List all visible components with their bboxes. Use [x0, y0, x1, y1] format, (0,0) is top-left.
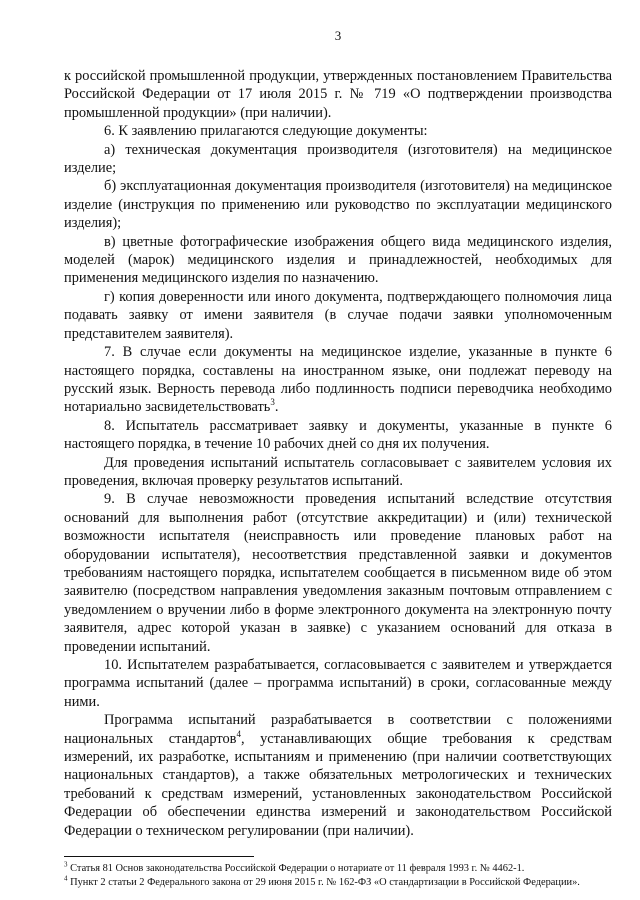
- footnote-4-text: Пункт 2 статьи 2 Федерального закона от 29 июня 2015 г. № 162-ФЗ «О стандартизации в Российской Федерации».: [70, 876, 580, 888]
- paragraph-item-6g: г) копия доверенности или иного документа, подтверждающего полномочия лица подавать заявку от имени заявителя (в случае подачи заявки уполномоченным представителем заявителя).: [64, 288, 612, 342]
- footnote-ref-4: 4: [236, 728, 241, 739]
- footnote-ref-3: 3: [270, 397, 275, 408]
- paragraph-item-10-cont-start: Программа испытаний разрабатывается в соответствии с положениями национальных стандартов: [64, 712, 612, 747]
- footnote-3-text: Статья 81 Основ законодательства Российской Федерации о нотариате от 11 февраля 1993 г. № 4462-1.: [70, 863, 525, 875]
- page-number: 3: [334, 28, 342, 43]
- paragraph-continuation: к российской промышленной продукции, утвержденных постановлением Правительства Российской Федерации от 17 июля 2015 г. № 719 «О подтверждении производства промышленной продукции» (при наличии).: [64, 68, 612, 121]
- paragraph-item-6v: в) цветные фотографические изображения общего вида медицинского изделия, моделей (марок) медицинского изделия и принадлежностей, необходимых для применения медицинского изделия по назначению.: [64, 233, 612, 287]
- paragraph-item-6b: б) эксплуатационная документация производителя (изготовителя) на медицинское изделие (инструкция по применению или руководство по эксплуатации медицинского изделия);: [64, 178, 612, 232]
- document-body: [64, 67, 612, 840]
- footnote-4: [64, 876, 612, 890]
- paragraph-item-8-cont: Для проведения испытаний испытатель согласовывает с заявителем условия их проведения, включая проверку результатов испытаний.: [64, 454, 612, 489]
- footnote-3-mark: 3: [64, 860, 68, 869]
- paragraph-item-10-cont: [64, 711, 612, 840]
- paragraph-item-8: 8. Испытатель рассматривает заявку и документы, указанные в пункте 6 настоящего порядка, в течение 10 рабочих дней со дня их получения.: [64, 417, 612, 453]
- paragraph-item-6: 6. К заявлению прилагаются следующие документы:: [104, 123, 428, 140]
- footnote-separator: [64, 856, 254, 857]
- paragraph-item-10-cont-rest: , устанавливающих общие требования к средствам измерений, их разработке, испытаниям и применению (при наличии соответствующих национальных стандартов), а также обязательных метрологических и технических требований к средствам измерений, установленных законодательством Российской Федерации об обеспечении единства измерений и законодательством Российской Федерации о техническом регулировании (при наличии).: [64, 730, 612, 839]
- paragraph-item-10: 10. Испытателем разрабатывается, согласовывается с заявителем и утверждается программа испытаний (далее – программа испытаний) в сроки, согласованные между ними.: [64, 657, 612, 710]
- paragraph-item-7-end: .: [274, 399, 279, 416]
- footnote-4-mark: 4: [64, 874, 68, 883]
- paragraph-item-7: [64, 343, 612, 417]
- paragraph-item-7-text: 7. В случае если документы на медицинское изделие, указанные в пункте 6 настоящего порядка, составлены на иностранном языке, они подлежат переводу на русский язык. Верность перевода либо подлинность подписи переводчика необходимо нотариально засвидетельствовать: [64, 344, 612, 416]
- footnote-3: [64, 862, 612, 876]
- paragraph-item-6a: а) техническая документация производителя (изготовителя) на медицинское изделие;: [64, 141, 612, 177]
- paragraph-item-9: 9. В случае невозможности проведения испытаний вследствие отсутствия оснований для выполнения работ (отсутствие аккредитации) и (или) технической возможности испытателя (неисправность или проведение плановых работ на оборудовании испытателя), несоответствия представленной заявки и документов требованиям настоящего порядка, испытателем сообщается в письменном виде об этом заявителю (посредством направления уведомления заказным почтовым отправлением с уведомлением о вручении либо в форме электронного документа на электронную почту заявителя, адрес которой указан в заявке) с указанием оснований для отказа в проведении испытаний.: [64, 491, 612, 655]
